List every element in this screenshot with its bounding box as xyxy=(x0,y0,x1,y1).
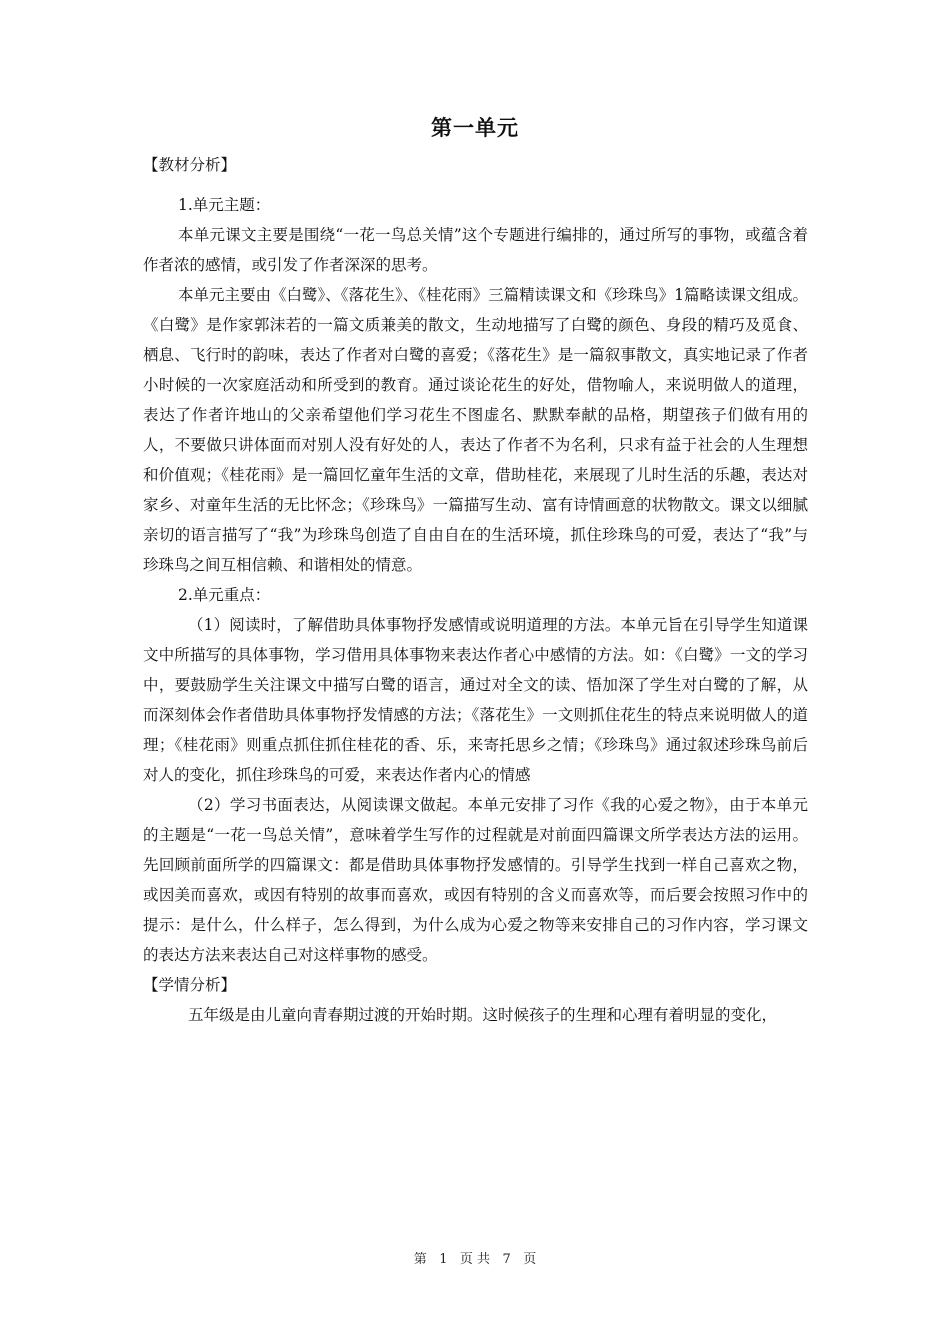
page-title: 第一单元 xyxy=(431,116,519,140)
document-body xyxy=(143,150,808,1030)
item-unit-focus-label: 2.单元重点： xyxy=(178,586,271,604)
spacer xyxy=(143,180,808,190)
footer-prefix: 第 xyxy=(413,1252,427,1267)
footer-suffix: 页 xyxy=(523,1252,537,1267)
paragraph-unit-composition: 本单元主要由《白鹭》、《落花生》、《桂花雨》三篇精读课文和《珍珠鸟》1篇略读课文组成。《白鹭》是作家郭沫若的一篇文质兼美的散文，生动地描写了白鹭的颜色、身段的精巧及觅食、栖息、飞行时的韵味，表达了作者对白鹭的喜爱；《落花生》是一篇叙事散文，真实地记录了作者小时候的一次家庭活动和所受到的教育。通过谈论花生的好处，借物喻人，来说明做人的道理，表达了作者许地山的父亲希望他们学习花生不图虚名、默默奉献的品格，期望孩子们做有用的人，不要做只讲体面而对别人没有好处的人，表达了作者不为名利，只求有益于社会的人生理想和价值观；《桂花雨》是一篇回忆童年生活的文章，借助桂花，来展现了儿时生活的乐趣，表达对家乡、对童年生活的无比怀念；《珍珠鸟》一篇描写生动、富有诗情画意的状物散文。课文以细腻亲切的语言描写了“我”为珍珠鸟创造了自由自在的生活环境，抓住珍珠鸟的可爱，表达了“我”与珍珠鸟之间互相信赖、和谐相处的情意。 xyxy=(143,286,808,574)
paragraph-learner-analysis: 五年级是由儿童向青春期过渡的开始时期。这时候孩子的生理和心理有着明显的变化， xyxy=(188,1006,778,1024)
footer-page-number: 1 xyxy=(439,1252,448,1267)
section-heading-textbook-analysis: 【教材分析】 xyxy=(143,156,237,174)
section-heading-learner-analysis: 【学情分析】 xyxy=(143,976,237,994)
paragraph-focus-point-2: （2）学习书面表达，从阅读课文做起。本单元安排了习作《我的心爱之物》，由于本单元的主题是“一花一鸟总关情”，意味着学生写作的过程就是对前面四篇课文所学表达方法的运用。先回顾前面所学的四篇课文：都是借助具体事物抒发感情的。引导学生找到一样自己喜欢之物，或因美而喜欢，或因有特别的故事而喜欢，或因有特别的含义而喜欢等，而后要会按照习作中的提示：是什么，什么样子，怎么得到，为什么成为心爱之物等来安排自己的习作内容，学习课文的表达方法来表达自己对这样事物的感受。 xyxy=(143,796,808,964)
item-unit-theme-label: 1.单元主题： xyxy=(178,196,271,214)
footer-total-pages: 7 xyxy=(502,1252,511,1267)
paragraph-focus-point-1: （1）阅读时，了解借助具体事物抒发感情或说明道理的方法。本单元旨在引导学生知道课文中所描写的具体事物，学习借用具体事物来表达作者心中感情的方法。如：《白鹭》一文的学习中，要鼓励学生关注课文中描写白鹭的语言，通过对全文的读、悟加深了学生对白鹭的了解，从而深刻体会作者借助具体事物抒发情感的方法；《落花生》一文则抓住花生的特点来说明做人的道理；《桂花雨》则重点抓住抓住桂花的香、乐，来寄托思乡之情；《珍珠鸟》通过叙述珍珠鸟前后对人的变化，抓住珍珠鸟的可爱，来表达作者内心的情感 xyxy=(143,616,808,784)
paragraph-unit-theme: 本单元课文主要是围绕“一花一鸟总关情”这个专题进行编排的，通过所写的事物，或蕴含着作者浓的感情，或引发了作者深深的思考。 xyxy=(143,226,808,274)
footer-middle: 页 共 xyxy=(459,1252,491,1267)
page-footer xyxy=(0,1248,950,1267)
